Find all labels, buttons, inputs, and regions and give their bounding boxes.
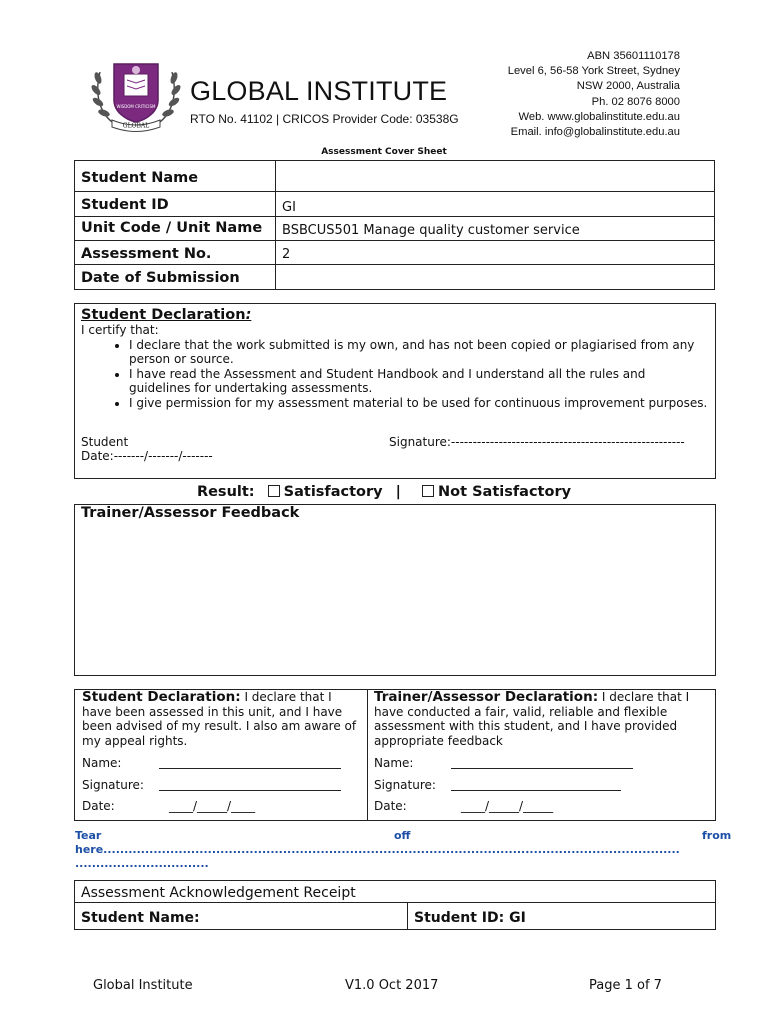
satisfactory-checkbox[interactable] <box>268 485 280 497</box>
address-block <box>470 45 680 139</box>
result-line <box>0 484 768 500</box>
student-signature-prefix: Student <box>81 435 129 449</box>
trainer-signature-label: Signature: <box>374 778 436 792</box>
receipt-table <box>74 880 716 930</box>
trainer-declaration-text: I declare that I have conducted a fair, valid, reliable and flexible assessment with this student, and I have provided appropriate feedback <box>374 690 690 748</box>
student-id-value[interactable]: GI <box>282 200 296 215</box>
detail-row <box>75 217 715 241</box>
student-name-label-2: Name: <box>82 756 122 770</box>
tear-line-2: here.......................................................................................................................................... <box>75 843 680 856</box>
certify-intro: I certify that: <box>81 323 159 337</box>
student-declaration-box <box>74 303 716 479</box>
institute-logo <box>88 50 184 134</box>
student-date-label-2: Date: <box>82 799 115 813</box>
student-signature-line[interactable]: Signature:------------------------------------------------------ <box>389 435 685 449</box>
footer-center: V1.0 Oct 2017 <box>345 978 439 993</box>
tear-word-2: off <box>394 829 411 842</box>
not-satisfactory-checkbox[interactable] <box>422 485 434 497</box>
receipt-student-id-label[interactable]: Student ID: GI <box>414 910 526 926</box>
receipt-student-name-label[interactable]: Student Name: <box>81 910 200 926</box>
declaration-bullet: • I give permission for my assessment material to be used for continuous improvement purposes. <box>129 396 709 411</box>
student-name-blank[interactable] <box>159 768 341 769</box>
sheet-title: Assessment Cover Sheet <box>321 147 447 157</box>
student-final-declaration-title: Student Declaration: <box>82 689 241 705</box>
tear-word-3: from <box>702 829 732 842</box>
declaration-bullet: • I have read the Assessment and Student Handbook and I understand all the rules and guidelines for undertaking assessments. <box>129 367 709 396</box>
student-final-declaration-text: I declare that I have been assessed in this unit, and I have been advised of my result. I also am aware of my appeal rights. <box>82 690 357 748</box>
trainer-name-label: Name: <box>374 756 414 770</box>
student-name-label: Student Name <box>81 170 199 186</box>
student-final-declaration <box>82 690 362 748</box>
trainer-declaration <box>374 690 710 748</box>
trainer-date-label: Date: <box>374 799 407 813</box>
assessment-no-value[interactable]: 2 <box>282 247 291 262</box>
declarations-table <box>74 689 716 821</box>
logo-banner-text: GLOBAL <box>122 122 150 130</box>
phone-line: Ph. 02 8076 8000 <box>591 95 680 108</box>
detail-row <box>75 161 715 192</box>
trainer-date-blank[interactable]: ____/_____/_____ <box>461 799 554 813</box>
trainer-signature-blank[interactable] <box>451 790 621 791</box>
receipt-title: Assessment Acknowledgement Receipt <box>81 885 356 901</box>
abn-line: ABN 35601110178 <box>587 50 680 62</box>
result-label: Result: <box>196 484 255 500</box>
student-id-label: Student ID <box>81 197 169 213</box>
city-line: NSW 2000, Australia <box>576 80 680 93</box>
street-line: Level 6, 56-58 York Street, Sydney <box>507 65 680 78</box>
student-declaration-colon: : <box>245 307 252 323</box>
web-line: Web. www.globalinstitute.edu.au <box>518 110 680 123</box>
footer-page-number: Page 1 of 7 <box>589 978 662 993</box>
brand-name: GLOBAL INSTITUTE <box>190 76 448 106</box>
satisfactory-label: Satisfactory <box>283 484 383 500</box>
logo-motto: WISDOM CRITICISM <box>116 104 156 109</box>
detail-row <box>75 241 715 265</box>
details-table <box>74 160 715 290</box>
feedback-title: Trainer/Assessor Feedback <box>81 505 300 521</box>
date-submission-label: Date of Submission <box>81 270 240 286</box>
detail-row <box>75 265 715 290</box>
declaration-bullet: • I declare that the work submitted is my own, and has not been copied or plagiarised from any person or source. <box>129 338 709 367</box>
student-declaration-title: Student Declaration <box>81 307 246 323</box>
trainer-name-blank[interactable] <box>451 768 633 769</box>
result-separator: | <box>395 484 401 500</box>
assessment-no-label: Assessment No. <box>81 246 212 262</box>
declaration-list <box>81 338 709 411</box>
student-date-blank[interactable]: ____/_____/____ <box>169 799 256 813</box>
student-signature-label-2: Signature: <box>82 778 144 792</box>
email-line: Email. info@globalinstitute.edu.au <box>510 126 680 139</box>
student-signature-blank[interactable] <box>159 790 341 791</box>
footer-left: Global Institute <box>93 978 193 993</box>
trainer-declaration-title: Trainer/Assessor Declaration: <box>374 689 599 705</box>
rto-line: RTO No. 41102 | CRICOS Provider Code: 03538G <box>190 112 459 126</box>
tear-word-1: Tear <box>75 829 102 842</box>
student-date-line[interactable]: Date:-------/-------/------- <box>81 449 213 463</box>
not-satisfactory-label: Not Satisfactory <box>438 484 572 500</box>
tear-line-3: ................................ <box>75 857 209 870</box>
unit-code-label: Unit Code / Unit Name <box>81 220 263 236</box>
detail-row <box>75 192 715 217</box>
feedback-box[interactable] <box>74 504 716 676</box>
unit-code-value[interactable]: BSBCUS501 Manage quality customer service <box>282 223 580 238</box>
